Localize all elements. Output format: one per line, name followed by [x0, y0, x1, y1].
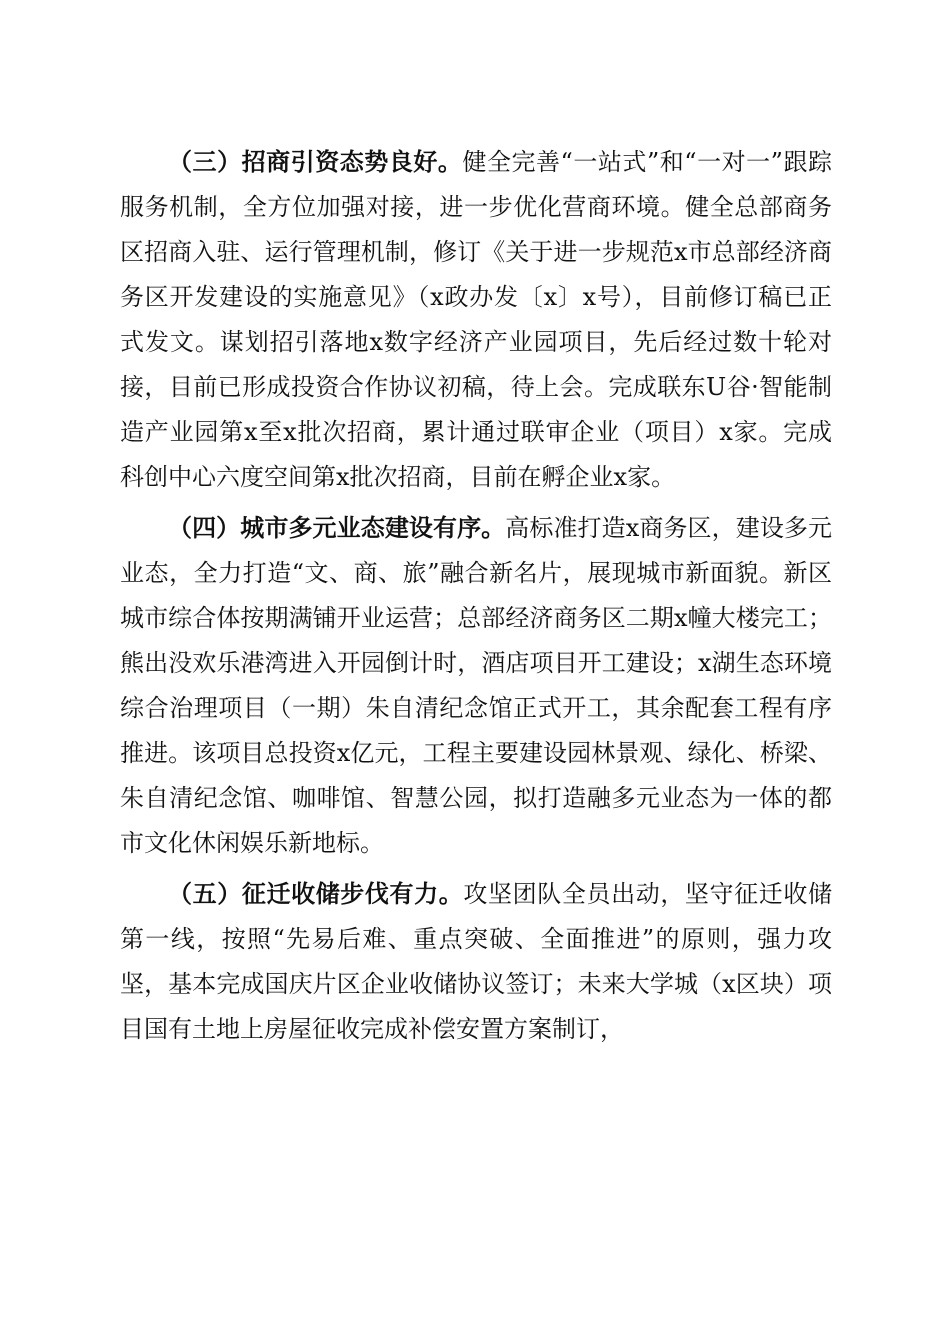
paragraph-urban-business [120, 506, 832, 866]
paragraph-land-acquisition [120, 872, 832, 1052]
paragraph-text: 攻坚团队全员出动，坚守征迁收储第一线，按照“先易后难、重点突破、全面推进”的原则，强力攻坚，基本完成国庆片区企业收储协议签订；未来大学城（x区块）项目国有土地上房屋征收完成补偿安置方案制订， [120, 880, 833, 1043]
paragraph-text: 高标准打造x商务区，建设多元业态，全力打造“文、商、旅”融合新名片，展现城市新面貌。新区城市综合体按期满铺开业运营；总部经济商务区二期x幢大楼完工；熊出没欢乐港湾进入开园倒计时，酒店项目开工建设；x湖生态环境综合治理项目（一期）朱自清纪念馆正式开工，其余配套工程有序推进。该项目总投资x亿元，工程主要建设园林景观、绿化、桥梁、朱自清纪念馆、咖啡馆、智慧公园，拟打造融多元业态为一体的都市文化休闲娱乐新地标。 [120, 514, 832, 857]
paragraph-text: 健全完善“一站式”和“一对一”跟踪服务机制，全方位加强对接，进一步优化营商环境。健全总部商务区招商入驻、运行管理机制，修订《关于进一步规范x市总部经济商务区开发建设的实施意见》（x政办发〔x〕x号），目前修订稿已正式发文。谋划招引落地x数字经济产业园项目，先后经过数十轮对接，目前已形成投资合作协议初稿，待上会。完成联东U谷·智能制造产业园第x至x批次招商，累计通过联审企业（项目）x家。完成科创中心六度空间第x批次招商，目前在孵企业x家。 [120, 148, 833, 491]
paragraph-heading: （四）城市多元业态建设有序。 [168, 514, 506, 542]
document-body [120, 140, 832, 1058]
paragraph-investment [120, 140, 832, 500]
paragraph-heading: （五）征迁收储步伐有力。 [168, 880, 464, 908]
paragraph-heading: （三）招商引资态势良好。 [168, 148, 463, 176]
